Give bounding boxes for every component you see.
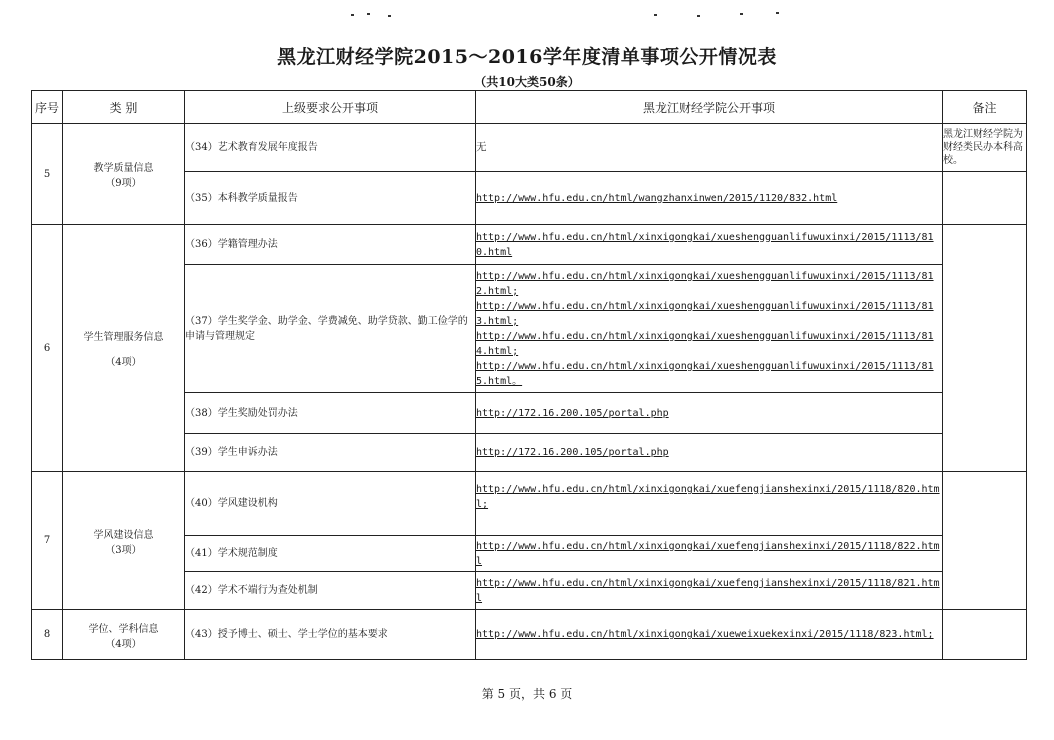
disclosure-table: [31, 90, 1027, 660]
public-cell: [476, 610, 943, 660]
public-cell: 无: [476, 124, 943, 172]
requirement-cell: （39）学生申诉办法: [185, 434, 476, 472]
category-name: 教学质量信息: [93, 163, 154, 174]
public-cell: [476, 393, 943, 434]
row-seq: 8: [32, 610, 63, 660]
note-cell: [943, 610, 1027, 660]
table-row: [32, 124, 1027, 172]
category-name: 学风建设信息: [93, 529, 154, 541]
requirement-cell: （37）学生奖学金、助学金、学费减免、助学贷款、勤工俭学的申请与管理规定: [185, 265, 476, 393]
scan-speck: [367, 13, 370, 15]
public-cell: [476, 434, 943, 472]
public-link[interactable]: http://www.hfu.edu.cn/html/xinxigongkai/xueweixuekexinxi/2015/1118/823.html;: [476, 629, 934, 640]
public-link[interactable]: http://www.hfu.edu.cn/html/xinxigongkai/xueshengguanlifuwuxinxi/2015/1113/810.html: [476, 231, 934, 258]
requirement-cell: （43）授予博士、硕士、学士学位的基本要求: [185, 610, 476, 660]
header-seq: 序号: [32, 91, 63, 124]
public-link[interactable]: http://172.16.200.105/portal.php: [476, 407, 669, 419]
category-name: 学生管理服务信息: [83, 332, 164, 343]
note-cell: [943, 172, 1027, 225]
requirement-cell: （34）艺术教育发展年度报告: [185, 124, 476, 172]
header-note: 备注: [943, 91, 1027, 124]
category-count: （9项）: [105, 178, 142, 189]
public-cell: [476, 472, 943, 536]
table-row: [32, 225, 1027, 265]
public-link[interactable]: http://www.hfu.edu.cn/html/xinxigongkai/xueshengguanlifuwuxinxi/2015/1113/815.html。: [476, 360, 934, 387]
category-count: （4项）: [105, 357, 142, 368]
category-name: 学位、学科信息: [88, 623, 159, 635]
public-cell: [476, 225, 943, 265]
header-category: 类 别: [63, 91, 185, 124]
table-row: [32, 472, 1027, 536]
public-cell: [476, 572, 943, 610]
scan-speck: [654, 14, 657, 16]
row-seq: 7: [32, 472, 63, 610]
category-count: （3项）: [105, 544, 142, 556]
requirement-cell: （38）学生奖励处罚办法: [185, 393, 476, 434]
public-cell: [476, 536, 943, 572]
note-cell: [943, 225, 1027, 472]
public-link[interactable]: http://www.hfu.edu.cn/html/xinxigongkai/xuefengjianshexinxi/2015/1118/822.html: [476, 540, 940, 567]
note-cell: 黑龙江财经学院为财经类民办本科高校。: [943, 124, 1027, 172]
requirement-cell: （40）学风建设机构: [185, 472, 476, 536]
table-row: [32, 610, 1027, 660]
requirement-cell: （35）本科教学质量报告: [185, 172, 476, 225]
public-link[interactable]: http://www.hfu.edu.cn/html/xinxigongkai/xueshengguanlifuwuxinxi/2015/1113/812.html;: [476, 270, 934, 297]
requirement-cell: （36）学籍管理办法: [185, 225, 476, 265]
row-category: [63, 124, 185, 225]
public-cell: [476, 172, 943, 225]
row-seq: 6: [32, 225, 63, 472]
category-count: （4项）: [105, 638, 142, 650]
row-category: [63, 225, 185, 472]
header-requirement: 上级要求公开事项: [185, 91, 476, 124]
public-link[interactable]: http://www.hfu.edu.cn/html/xinxigongkai/xueshengguanlifuwuxinxi/2015/1113/813.html;: [476, 300, 934, 327]
requirement-cell: （41）学术规范制度: [185, 536, 476, 572]
document-subtitle: （共10大类50条）: [474, 75, 580, 89]
row-seq: 5: [32, 124, 63, 225]
public-link[interactable]: http://www.hfu.edu.cn/html/wangzhanxinwen/2015/1120/832.html: [476, 192, 838, 204]
public-cell: [476, 265, 943, 393]
page-footer: 第 5 页，共 6 页: [481, 687, 573, 701]
note-cell: [943, 472, 1027, 610]
public-link[interactable]: http://www.hfu.edu.cn/html/xinxigongkai/xuefengjianshexinxi/2015/1118/820.html;: [476, 484, 940, 510]
scan-speck: [740, 13, 743, 15]
public-link[interactable]: http://172.16.200.105/portal.php: [476, 447, 669, 458]
header-public: 黑龙江财经学院公开事项: [476, 91, 943, 124]
scan-speck: [351, 14, 354, 16]
public-link[interactable]: http://www.hfu.edu.cn/html/xinxigongkai/xueshengguanlifuwuxinxi/2015/1113/814.html;: [476, 330, 934, 357]
requirement-cell: （42）学术不端行为查处机制: [185, 572, 476, 610]
scan-speck: [697, 15, 700, 17]
row-category: [63, 610, 185, 660]
row-category: [63, 472, 185, 610]
public-link[interactable]: http://www.hfu.edu.cn/html/xinxigongkai/xuefengjianshexinxi/2015/1118/821.html: [476, 577, 940, 604]
scan-speck: [776, 12, 779, 14]
scan-speck: [388, 15, 391, 17]
document-title: 黑龙江财经学院2015～2016学年度清单事项公开情况表: [277, 46, 777, 68]
table-header-row: [32, 91, 1027, 124]
